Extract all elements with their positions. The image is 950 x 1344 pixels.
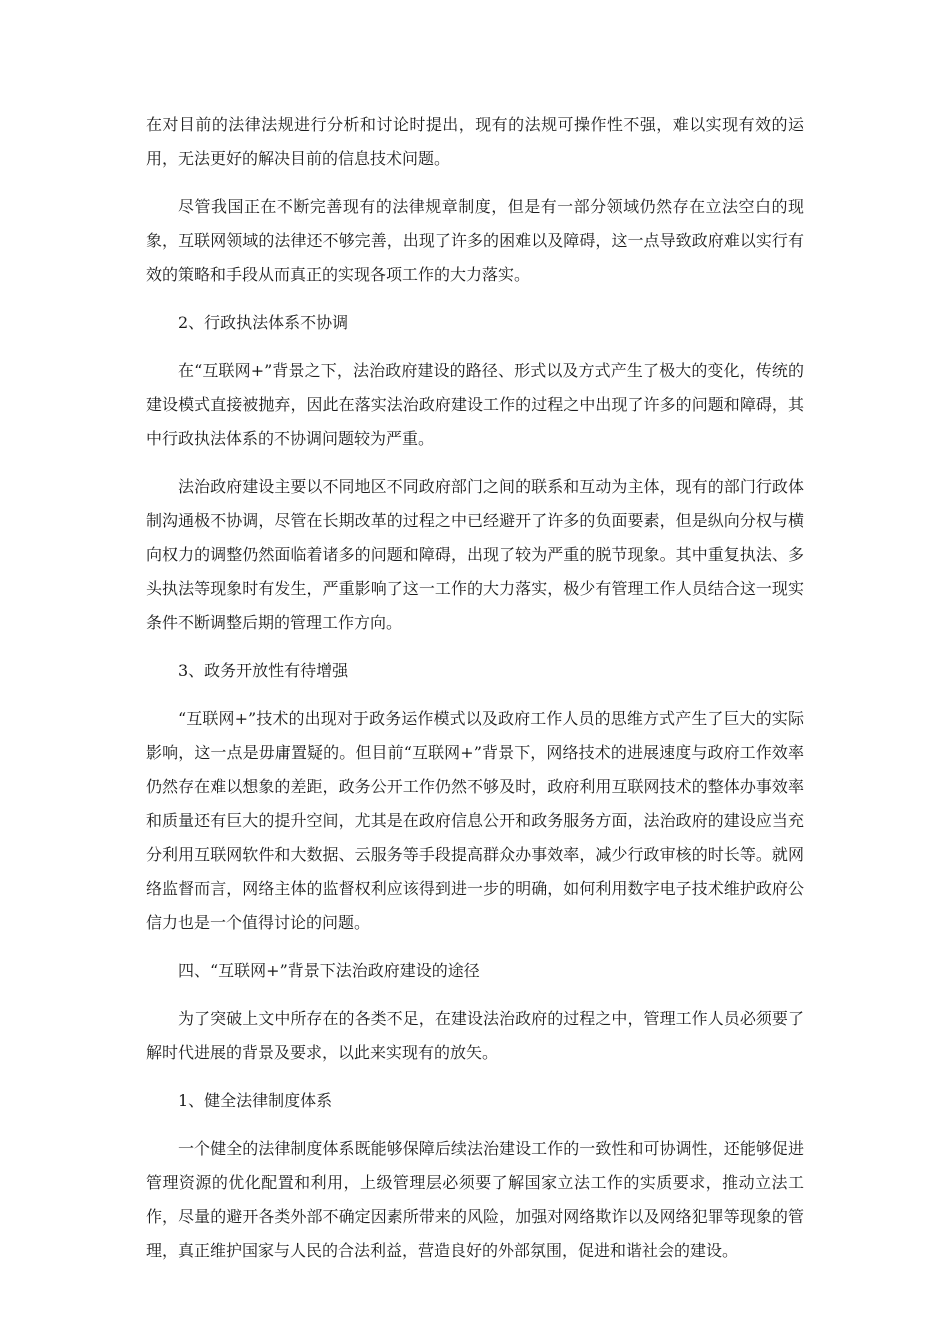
- paragraph: 一个健全的法律制度体系既能够保障后续法治建设工作的一致性和可协调性，还能够促进管理资源的优化配置和利用，上级管理层必须要了解国家立法工作的实质要求，推动立法工作，尽量的避开各类外部不确定因素所带来的风险，加强对网络欺诈以及网络犯罪等现象的管理，真正维护国家与人民的合法利益，营造良好的外部氛围，促进和谐社会的建设。: [146, 1139, 804, 1260]
- paragraph: 尽管我国正在不断完善现有的法律规章制度，但是有一部分领域仍然存在立法空白的现象，互联网领域的法律还不够完善，出现了许多的困难以及障碍，这一点导致政府难以实行有效的策略和手段从而真正的实现各项工作的大力落实。: [146, 197, 804, 284]
- section-heading: 1、健全法律制度体系: [178, 1091, 333, 1110]
- chapter-heading: 四、“互联网+”背景下法治政府建设的途径: [178, 961, 480, 980]
- paragraph: “互联网+”技术的出现对于政务运作模式以及政府工作人员的思维方式产生了巨大的实际影响，这一点是毋庸置疑的。但目前“互联网+”背景下，网络技术的进展速度与政府工作效率仍然存在难以想象的差距，政务公开工作仍然不够及时，政府利用互联网技术的整体办事效率和质量还有巨大的提升空间，尤其是在政府信息公开和政务服务方面，法治政府的建设应当充分利用互联网软件和大数据、云服务等手段提高群众办事效率，减少行政审核的时长等。就网络监督而言，网络主体的监督权利应该得到进一步的明确，如何利用数字电子技术维护政府公信力也是一个值得讨论的问题。: [146, 709, 804, 932]
- section-heading: 2、行政执法体系不协调: [178, 313, 349, 332]
- paragraph-continued: 在对目前的法律法规进行分析和讨论时提出，现有的法规可操作性不强，难以实现有效的运用，无法更好的解决目前的信息技术问题。: [146, 115, 804, 168]
- document-body: [146, 108, 804, 1282]
- paragraph: 法治政府建设主要以不同地区不同政府部门之间的联系和互动为主体，现有的部门行政体制沟通极不协调，尽管在长期改革的过程之中已经避开了许多的负面要素，但是纵向分权与横向权力的调整仍然面临着诸多的问题和障碍，出现了较为严重的脱节现象。其中重复执法、多头执法等现象时有发生，严重影响了这一工作的大力落实，极少有管理工作人员结合这一现实条件不断调整后期的管理工作方向。: [146, 477, 804, 632]
- paragraph: 在“互联网+”背景之下，法治政府建设的路径、形式以及方式产生了极大的变化，传统的建设模式直接被抛弃，因此在落实法治政府建设工作的过程之中出现了许多的问题和障碍，其中行政执法体系的不协调问题较为严重。: [146, 361, 804, 448]
- section-heading: 3、政务开放性有待增强: [178, 661, 349, 680]
- paragraph: 为了突破上文中所存在的各类不足，在建设法治政府的过程之中，管理工作人员必须要了解时代进展的背景及要求，以此来实现有的放矢。: [146, 1009, 804, 1062]
